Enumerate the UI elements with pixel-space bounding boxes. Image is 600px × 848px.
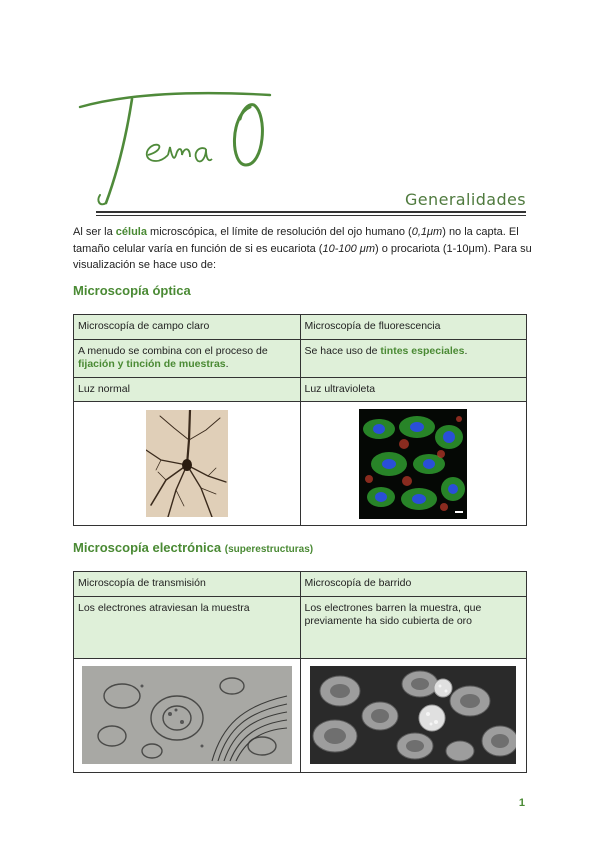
cell-title-transmision: Microscopía de transmisión — [74, 572, 301, 597]
heading-microscopia-optica: Microscopía óptica — [73, 283, 191, 298]
cell-title-fluorescencia: Microscopía de fluorescencia — [300, 315, 527, 340]
cell-light-fluorescencia: Luz ultravioleta — [300, 377, 527, 402]
cell-image-fluorescencia — [300, 402, 527, 526]
cell-desc-fluorescencia: Se hace uso de tintes especiales. — [300, 339, 527, 377]
subtitle: Generalidades — [405, 190, 526, 209]
title-rule-thin — [96, 215, 526, 216]
heading-microscopia-electronica: Microscopía electrónica (superestructuras) — [73, 540, 314, 555]
cell-light-campo-claro: Luz normal — [74, 377, 301, 402]
cell-image-transmision — [74, 658, 301, 772]
table-microscopia-optica — [73, 314, 527, 526]
page-number: 1 — [518, 797, 525, 809]
title-rule — [96, 211, 526, 213]
table-microscopia-electronica — [73, 571, 527, 773]
cell-title-campo-claro: Microscopía de campo claro — [74, 315, 301, 340]
intro-paragraph: Al ser la célula microscópica, el límite de resolución del ojo humano (0,1μm) no la capta. El tamaño celular varía en función de si es eucariota (10-100 μm) o procariota (1-10μm). Para su visualización se hace uso de: — [73, 226, 532, 271]
cell-image-barrido — [300, 658, 527, 772]
sem-blood-cells-micrograph — [310, 666, 516, 764]
cell-title-barrido: Microscopía de barrido — [300, 572, 527, 597]
cell-desc-transmision: Los electrones atraviesan la muestra — [74, 596, 301, 658]
tema-0-title-art — [70, 85, 300, 210]
fluorescence-cells-micrograph — [359, 409, 467, 519]
cell-desc-barrido: Los electrones barren la muestra, que previamente ha sido cubierta de oro — [300, 596, 527, 658]
neuron-micrograph — [146, 410, 228, 517]
cell-image-campo-claro — [74, 402, 301, 526]
tem-organelle-micrograph — [82, 666, 292, 764]
cell-desc-campo-claro: A menudo se combina con el proceso de fijación y tinción de muestras. — [74, 339, 301, 377]
